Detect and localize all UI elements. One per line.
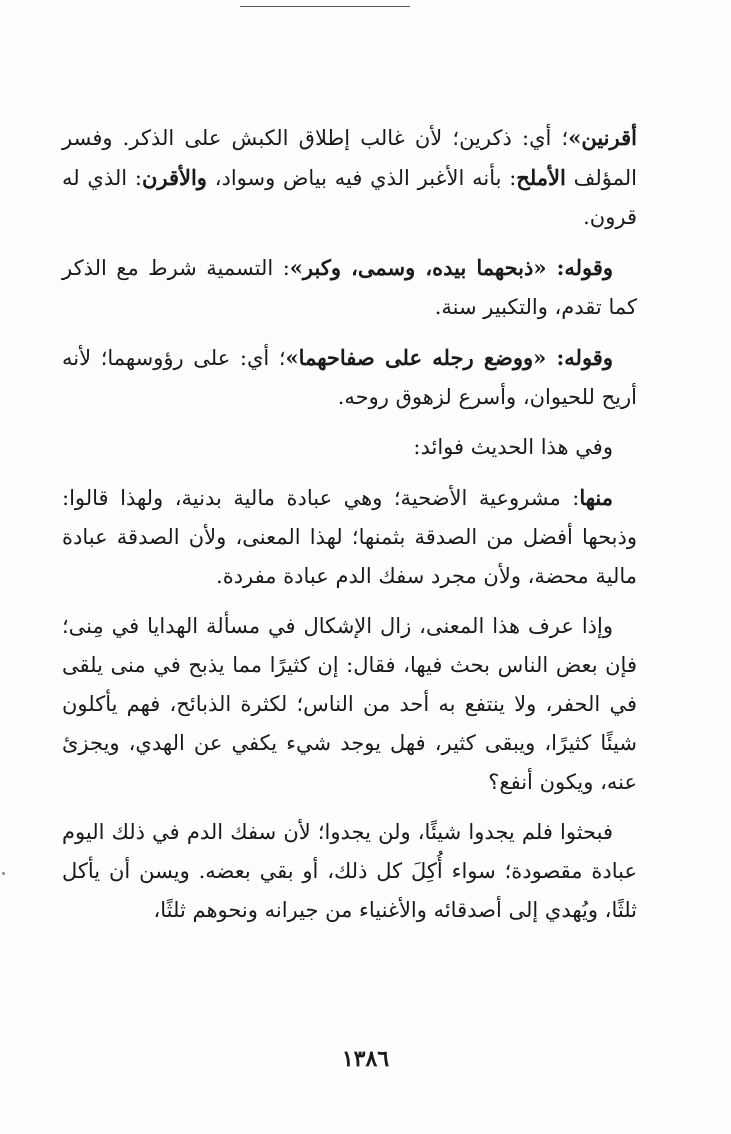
paragraph — [62, 607, 637, 802]
text-run: : التسمية شرط مع الذكر كما تقدم، والتكبير سنة. — [62, 256, 637, 319]
text-run: ؛ أي: على رؤوسهما؛ لأنه أريح للحيوان، وأسرع لزهوق روحه. — [62, 346, 637, 409]
paragraph — [62, 478, 637, 596]
text-run: فبحثوا فلم يجدوا شيئًا، ولن يجدوا؛ لأن سفك الدم في ذلك اليوم عبادة مقصودة؛ سواء أُكِلَ كل ذلك، أو بقي بعضه. ويسن أن يأكل ثلثًا، ويُهدي إلى أصدقائه والأغنياء من جيرانه ونحوهم ثلثًا، — [62, 820, 637, 922]
text-run: : مشروعية الأضحية؛ وهي عبادة مالية بدنية، ولهذا قالوا: وذبحها أفضل من الصدقة بثمنها؛ لهذا المعنى، ولأن الصدقة عبادة مالية محضة، ولأن مجرد سفك الدم عبادة مفردة. — [62, 486, 637, 588]
paragraph — [62, 338, 637, 417]
paragraph — [62, 428, 637, 467]
text-run: : الذي له قرون. — [62, 166, 637, 229]
paragraph — [62, 813, 637, 930]
page-number: ١٣٨٦ — [341, 1046, 390, 1072]
bold-text-run: وقوله: «ذبحهما بيده، وسمى، وكبر» — [289, 255, 614, 280]
bold-text-run: منها — [579, 485, 613, 510]
page-body — [62, 118, 637, 941]
text-run: : بأنه الأغبر الذي فيه بياض وسواد، — [206, 166, 517, 190]
margin-mark — [2, 872, 5, 875]
paragraph — [62, 248, 637, 327]
bold-text-run: أقرنين» — [568, 125, 637, 150]
text-run: وإذا عرف هذا المعنى، زال الإشكال في مسألة الهدايا في مِنى؛ فإن بعض الناس بحث فيها، فقال: إن كثيرًا مما يذبح في منى يلقى في الحفر، ولا ينتفع به أحد من الناس؛ لكثرة الذبائح، فهم يأكلون شيئًا كثيرًا، ويبقى كثير، فهل يوجد شيء يكفي عن الهدي، ويجزئ عنه، ويكون أنفع؟ — [62, 614, 637, 794]
bold-text-run: والأقرن — [141, 165, 207, 190]
text-run: وفي هذا الحديث فوائد: — [413, 435, 613, 459]
bold-text-run: وقوله: «ووضع رجله على صفاحهما» — [285, 345, 613, 370]
paragraph — [62, 118, 637, 237]
bold-text-run: الأملح — [516, 165, 566, 190]
header-rule — [240, 6, 410, 7]
text-run: ؛ أي: ذكرين؛ لأن غالب إطلاق الكبش على الذكر. وفسر المؤلف — [62, 126, 637, 190]
